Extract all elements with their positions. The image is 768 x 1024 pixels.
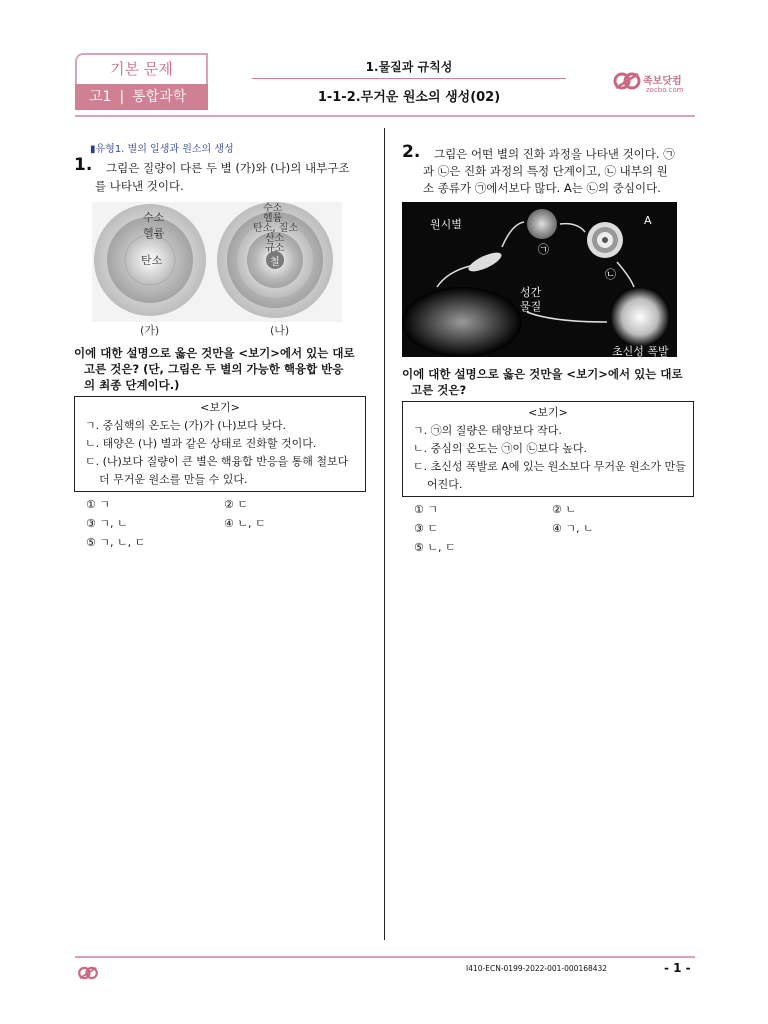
bogi-title: <보기> xyxy=(200,401,240,414)
q2-choice-1[interactable]: ① ㄱ xyxy=(414,503,438,516)
question-1-ask-2: 고른 것은? (단, 그림은 두 별의 가능한 핵융합 반응 xyxy=(84,362,344,376)
footer-rule xyxy=(75,956,695,958)
question-1-bogi-box xyxy=(74,396,366,492)
question-1-line-1: 그림은 질량이 다른 두 별 (가)와 (나)의 내부구조 xyxy=(106,161,350,175)
question-1-ask-1: 이에 대한 설명으로 옳은 것만을 <보기>에서 있는 대로 xyxy=(74,346,355,360)
question-2-ask-1: 이에 대한 설명으로 옳은 것만을 <보기>에서 있는 대로 xyxy=(402,367,683,381)
na-label-iron: 철 xyxy=(270,257,280,268)
question-2-line-1: 그림은 어떤 별의 진화 과정을 나타낸 것이다. ㉠ xyxy=(434,147,675,161)
label-nebula-1: 성간 xyxy=(520,286,542,299)
supernova-shape xyxy=(610,287,670,347)
bogi-title: <보기> xyxy=(528,406,568,419)
question-2-line-3: 소 종류가 ㉠에서보다 많다. A는 ㉡의 중심이다. xyxy=(423,181,661,195)
unit-title: 1-1-2.무거운 원소의 생성(02) xyxy=(317,90,501,105)
label-a: A xyxy=(644,214,652,227)
star-structure-figure xyxy=(92,202,342,322)
header-rule xyxy=(75,115,695,117)
figure-caption-ga: (가) xyxy=(140,324,160,337)
question-1-number: 1. xyxy=(74,155,93,175)
header-tag-top: 기본 문제 xyxy=(110,60,173,78)
header-subject: 통합과학 xyxy=(132,89,187,105)
bogi-item-2: ㄴ. 태양은 (나) 별과 같은 상태로 진화할 것이다. xyxy=(85,437,317,450)
na-label-carbon-nitrogen: 탄소, 질소 xyxy=(253,223,298,234)
header-grade-subject xyxy=(75,84,208,110)
bogi-item-3: ㄷ. 초신성 폭발로 A에 있는 원소보다 무거운 원소가 만들어진다. xyxy=(413,460,686,491)
na-label-helium: 헬륨 xyxy=(263,213,283,224)
q1-choice-1[interactable]: ① ㄱ xyxy=(86,498,110,511)
q1-choice-3[interactable]: ③ ㄱ, ㄴ xyxy=(86,517,128,530)
question-2-bogi-box xyxy=(402,401,694,497)
question-1-line-2: 를 나타낸 것이다. xyxy=(95,179,184,193)
stage-g-star xyxy=(527,209,557,239)
header-grade: 고1 xyxy=(89,89,112,105)
na-label-hydrogen: 수소 xyxy=(263,203,283,214)
ga-label-hydrogen: 수소 xyxy=(143,211,165,224)
label-protostar: 원시별 xyxy=(430,218,462,231)
logo-url: zocbo.com xyxy=(646,86,684,94)
q2-choice-5[interactable]: ⑤ ㄴ, ㄷ xyxy=(414,541,456,554)
bogi-item-2: ㄴ. 중심의 온도는 ㉠이 ㉡보다 높다. xyxy=(413,442,587,455)
logo-name: 족보닷컴 xyxy=(643,76,682,87)
label-stage-n: ㉡ xyxy=(605,268,616,281)
question-2-ask-2: 고른 것은? xyxy=(411,383,467,397)
figure-caption-na: (나) xyxy=(270,324,290,337)
q2-choice-2[interactable]: ② ㄴ xyxy=(552,503,576,516)
na-label-silicon: 규소 xyxy=(265,243,285,254)
q2-choice-4[interactable]: ④ ㄱ, ㄴ xyxy=(552,522,594,535)
page-number: - 1 - xyxy=(664,961,691,975)
bogi-item-3: ㄷ. (나)보다 질량이 큰 별은 핵융합 반응을 통해 철보다 더 무거운 원소를 만들 수 있다. xyxy=(85,455,349,486)
column-divider xyxy=(384,128,385,940)
zocbo-logo-icon xyxy=(612,66,642,96)
question-2-line-2: 과 ㉡은 진화 과정의 특정 단계이고, ㉡ 내부의 원 xyxy=(423,164,668,178)
question-2-number: 2. xyxy=(402,142,421,162)
q1-choice-2[interactable]: ② ㄷ xyxy=(224,498,248,511)
stage-n-star xyxy=(587,222,623,258)
bogi-item-1: ㄱ. 중심핵의 온도는 (가)가 (나)보다 낮다. xyxy=(85,419,287,432)
chapter-title: 1.물질과 규칙성 xyxy=(365,60,453,74)
footer-code: I410-ECN-0199-2022-001-000168432 xyxy=(466,964,608,973)
na-label-oxygen: 산소 xyxy=(265,233,285,244)
ga-label-carbon: 탄소 xyxy=(141,254,163,267)
q2-choice-3[interactable]: ③ ㄷ xyxy=(414,522,438,535)
ga-label-helium: 헬륨 xyxy=(143,227,165,240)
label-nebula-2: 물질 xyxy=(520,300,542,313)
nebula-shape xyxy=(402,287,522,357)
bogi-item-1: ㄱ. ㉠의 질량은 태양보다 작다. xyxy=(413,424,562,437)
label-supernova: 초신성 폭발 xyxy=(612,345,669,358)
q1-choice-5[interactable]: ⑤ ㄱ, ㄴ, ㄷ xyxy=(86,536,146,549)
question-1-ask-3: 의 최종 단계이다.) xyxy=(84,378,180,392)
type-label: ▮유형1. 별의 일생과 원소의 생성 xyxy=(90,144,234,155)
header-divider xyxy=(252,78,566,79)
q1-choice-4[interactable]: ④ ㄴ, ㄷ xyxy=(224,517,266,530)
header-separator: | xyxy=(119,89,125,105)
label-stage-g: ㉠ xyxy=(538,243,549,256)
footer-logo-icon xyxy=(77,962,99,984)
